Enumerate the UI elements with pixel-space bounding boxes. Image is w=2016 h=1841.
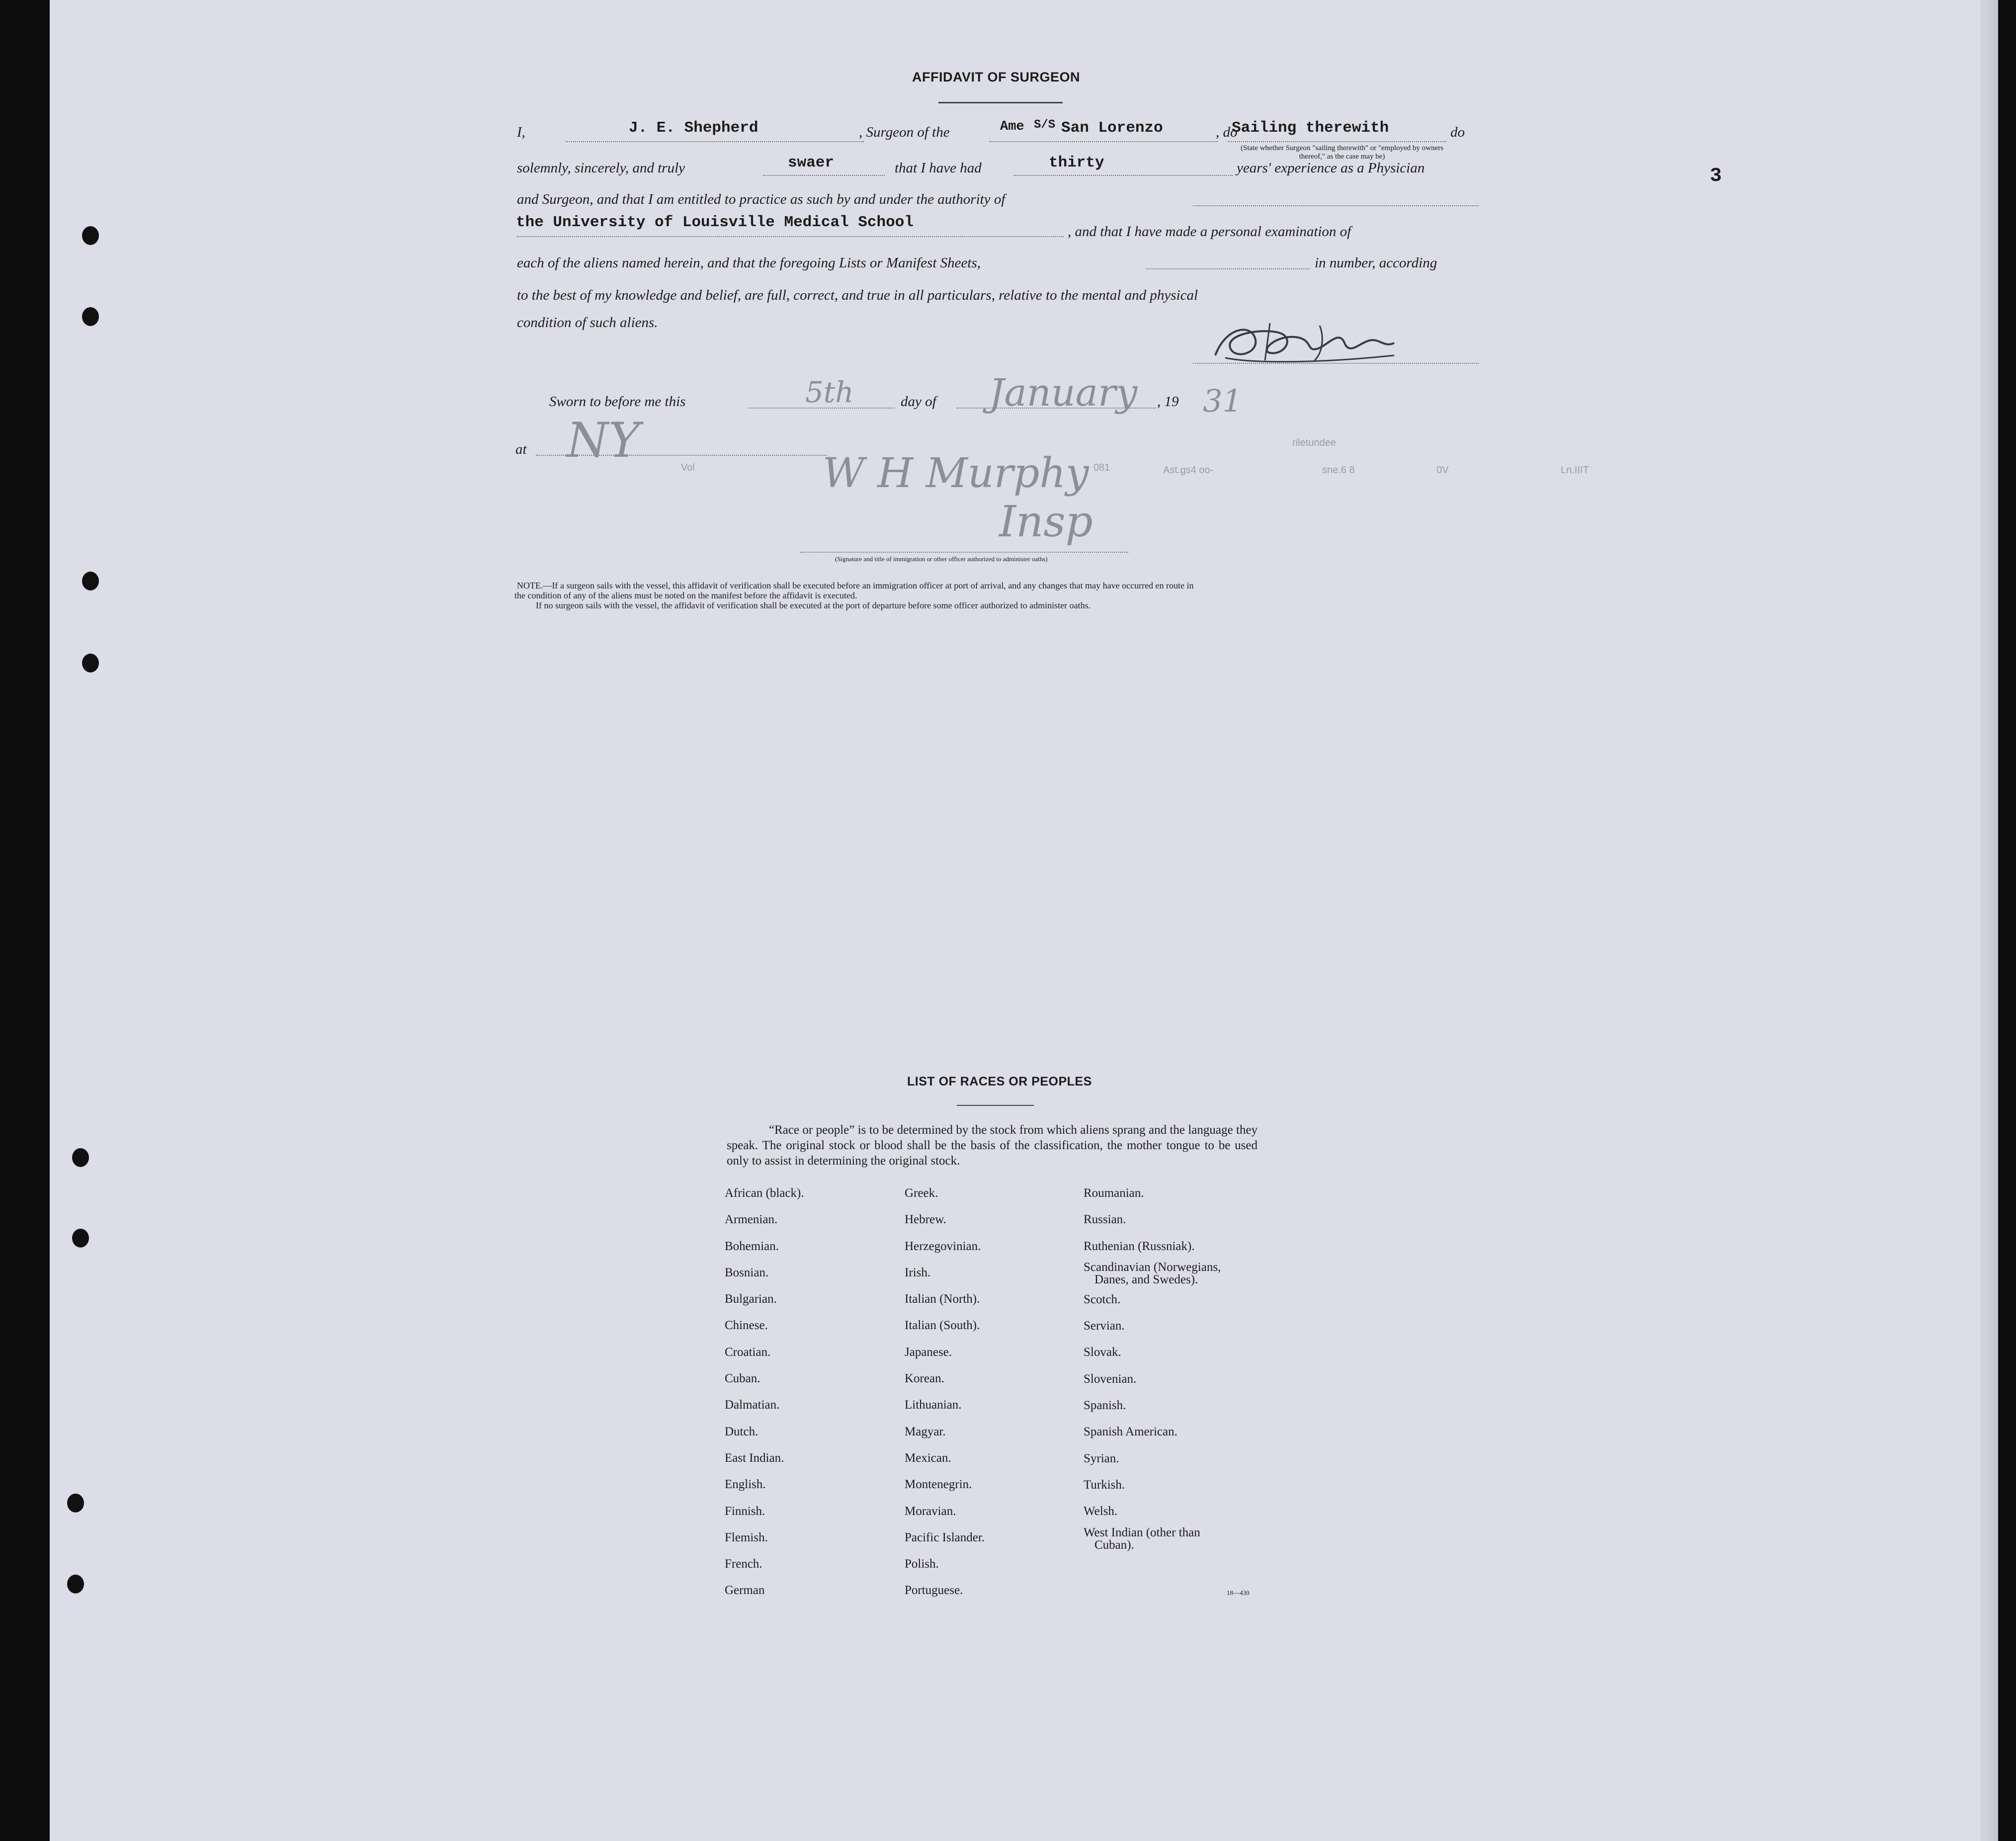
year-prefix: , 19 <box>1157 394 1179 410</box>
race-item: French. <box>725 1557 762 1571</box>
vessel-prefix: Ame <box>1000 119 1024 134</box>
page-edge <box>1980 0 1998 1841</box>
races-column-1 <box>725 1180 804 1604</box>
race-item: Croatian. <box>725 1345 771 1359</box>
race-item: Russian. <box>1084 1213 1126 1227</box>
race-item: Irish. <box>905 1265 931 1279</box>
punch-hole <box>72 1148 89 1167</box>
status-note: (State whether Surgeon "sailing therewith" or "employed by owners thereof," as the case may be) <box>1240 144 1443 161</box>
bleed-through-text: sne.6 8 <box>1322 465 1355 476</box>
race-item: Welsh. <box>1084 1505 1118 1518</box>
race-item: Italian (South). <box>905 1319 980 1333</box>
at-label: at <box>515 441 527 457</box>
form-code: 18—430 <box>1227 1589 1250 1596</box>
bleed-through-text: Ast.gs4 oo- <box>1163 465 1214 476</box>
punch-hole <box>72 1229 89 1248</box>
note-line-1: NOTE.—If a surgeon sails with the vessel, this affidavit of verification shall be executed before an immigration officer at port of arrival, and any changes that may have occurred en route in <box>517 581 1194 590</box>
surgeon-signature-line <box>1193 363 1479 364</box>
race-item-line: Cuban). <box>1094 1538 1134 1552</box>
race-item: Servian. <box>1084 1319 1125 1333</box>
race-item: English. <box>725 1478 766 1492</box>
line2-post: years' experience as a Physician <box>1237 160 1425 176</box>
race-item: Dutch. <box>725 1424 758 1438</box>
races-intro: “Race or people” is to be determined by the stock from which aliens sprang and the language they speak. The original stock or blood shall be the basis of the classification, the mother tongue to be used only to assist in determining the original stock. <box>727 1123 1258 1168</box>
oath-word: swaer <box>788 154 835 171</box>
line1-mid: , Surgeon of the <box>859 124 950 140</box>
race-item: Scotch. <box>1084 1292 1121 1306</box>
races-column-3 <box>1084 1180 1221 1552</box>
affidavit-title: AFFIDAVIT OF SURGEON <box>912 70 1080 84</box>
official-signature: W H Murphy <box>823 450 1089 497</box>
sworn-pre: Sworn to before me this <box>549 394 686 410</box>
race-item: Turkish. <box>1084 1478 1125 1492</box>
race-item: Bulgarian. <box>725 1292 777 1306</box>
race-item <box>1084 1259 1221 1286</box>
sworn-place: NY <box>567 413 640 468</box>
race-item-line: Scandinavian (Norwegians, <box>1084 1260 1221 1274</box>
sheets-count-blank <box>1146 268 1310 269</box>
races-title-underline <box>957 1105 1034 1106</box>
race-item: Greek. <box>905 1186 938 1200</box>
document-sheet <box>50 0 1998 1841</box>
line1-pre: I, <box>517 124 525 140</box>
race-item: Polish. <box>905 1557 939 1571</box>
race-item: Spanish American. <box>1084 1425 1177 1439</box>
race-item: Moravian. <box>905 1504 956 1518</box>
race-item: Herzegovinian. <box>905 1239 981 1253</box>
line2-mid: that I have had <box>895 160 982 176</box>
race-item: African (black). <box>725 1186 804 1200</box>
punch-hole <box>82 572 99 590</box>
vessel-ss: S/S <box>1034 118 1056 132</box>
authority-blank-1 <box>1193 205 1479 206</box>
punch-hole <box>82 226 99 245</box>
race-item: Chinese. <box>725 1319 768 1333</box>
authority: the University of Louisville Medical School <box>516 214 914 231</box>
line5-post: in number, according <box>1315 255 1437 271</box>
race-item: German <box>725 1584 765 1597</box>
race-item: Flemish. <box>725 1530 768 1544</box>
race-item: Magyar. <box>905 1424 946 1438</box>
race-item: Dalmatian. <box>725 1398 780 1412</box>
race-item-line: West Indian (other than <box>1084 1525 1200 1539</box>
surgeon-name: J. E. Shepherd <box>629 119 758 137</box>
bleed-through-text: Ln.IIIT <box>1561 465 1589 476</box>
punch-hole <box>67 1575 84 1593</box>
race-item: Syrian. <box>1084 1451 1119 1465</box>
line2-pre: solemnly, sincerely, and truly <box>517 160 685 176</box>
line1-comma: , do <box>1216 124 1238 140</box>
sailing-status: Sailing therewith <box>1232 119 1389 137</box>
sworn-month: January <box>989 370 1138 415</box>
race-item: Roumanian. <box>1084 1186 1144 1200</box>
punch-hole <box>67 1494 84 1512</box>
sworn-day: 5th <box>805 375 854 409</box>
bleed-through-text: 081 <box>1093 462 1110 473</box>
race-item: Bosnian. <box>725 1265 769 1279</box>
sworn-year: 31 <box>1203 383 1242 419</box>
race-item: Korean. <box>905 1372 944 1386</box>
punch-hole <box>82 307 99 326</box>
race-item: Italian (North). <box>905 1292 980 1306</box>
race-item: Armenian. <box>725 1213 778 1227</box>
line7: condition of such aliens. <box>517 315 658 331</box>
race-item: Finnish. <box>725 1504 765 1518</box>
race-item: Portuguese. <box>905 1584 963 1597</box>
race-item: Mexican. <box>905 1451 951 1465</box>
line4-post: , and that I have made a personal examination of <box>1068 224 1351 240</box>
race-item: Lithuanian. <box>905 1398 962 1412</box>
race-item: Pacific Islander. <box>905 1530 985 1544</box>
title-underline <box>938 102 1063 103</box>
authority-blank-2 <box>517 236 1064 237</box>
race-item <box>1084 1525 1221 1552</box>
line1-do: do <box>1450 124 1465 140</box>
signature-caption: (Signature and title of immigration or other officer authorized to administer oaths) <box>835 555 1048 563</box>
race-item: Montenegrin. <box>905 1478 972 1492</box>
races-title: LIST OF RACES OR PEOPLES <box>907 1075 1092 1088</box>
punch-hole <box>82 654 99 672</box>
race-item: Ruthenian (Russniak). <box>1084 1239 1195 1253</box>
line3: and Surgeon, and that I am entitled to practice as such by and under the authority of <box>517 191 1006 207</box>
note-line-3: If no surgeon sails with the vessel, the affidavit of verification shall be executed at the port of departure before some officer authorized to administer oaths. <box>536 600 1091 610</box>
years-blank <box>1014 175 1233 176</box>
note-line-2: the condition of any of the aliens must be noted on the manifest before the affidavit is executed. <box>514 590 857 600</box>
race-item: Bohemian. <box>725 1239 779 1253</box>
race-item: Slovenian. <box>1084 1372 1137 1386</box>
vessel-blank <box>989 141 1218 142</box>
race-item: East Indian. <box>725 1451 784 1465</box>
race-item: Hebrew. <box>905 1213 946 1227</box>
official-signature-line <box>800 552 1128 553</box>
page-number: 3 <box>1710 165 1722 187</box>
races-column-2 <box>905 1180 985 1604</box>
status-blank <box>1228 141 1446 142</box>
race-item: Cuban. <box>725 1372 760 1386</box>
bleed-through-text: riletundee <box>1292 437 1336 448</box>
surgeon-name-blank <box>566 141 864 142</box>
official-title: Insp <box>999 497 1093 547</box>
bleed-through-text: 0V <box>1436 465 1449 476</box>
race-item-line: Danes, and Swedes). <box>1094 1272 1198 1286</box>
race-item: Slovak. <box>1084 1345 1121 1359</box>
vessel-name: San Lorenzo <box>1061 119 1163 137</box>
years-experience: thirty <box>1049 154 1104 171</box>
line5-pre: each of the aliens named herein, and that the foregoing Lists or Manifest Sheets, <box>517 255 981 271</box>
line6: to the best of my knowledge and belief, are full, correct, and true in all particulars, relative to the mental and physical <box>517 287 1198 303</box>
race-item: Spanish. <box>1084 1399 1126 1413</box>
bleed-through-text: Vol <box>681 462 695 473</box>
day-of-label: day of <box>901 394 936 410</box>
oath-blank <box>763 175 885 176</box>
race-item: Japanese. <box>905 1345 952 1359</box>
